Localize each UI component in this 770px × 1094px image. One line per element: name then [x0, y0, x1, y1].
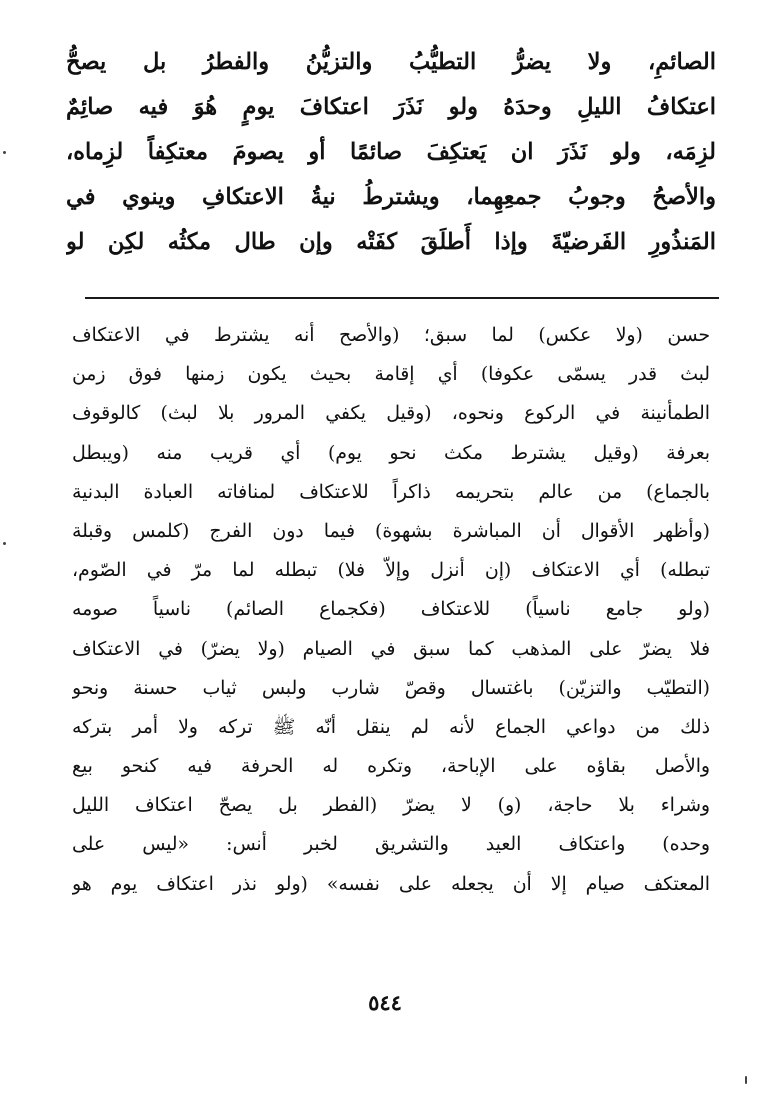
main-text-line: والأصحُ وجوبُ جمعِهِما، ويشترطُ نيةُ الاعتكافِ وينوي في — [66, 184, 716, 210]
commentary-line: فلا يضرّ على المذهب كما سبق في الصيام (ولا يضرّ) في الاعتكاف — [72, 638, 710, 660]
commentary-block — [72, 316, 710, 904]
margin-speck — [3, 542, 6, 545]
commentary-line: والأصل بقاؤه على الإباحة، وتكره له الحرفة فيه كنحو بيع — [72, 756, 710, 778]
commentary-line: حسن (ولا عكس) لما سبق؛ (والأصح أنه يشترط في الاعتكاف — [72, 325, 710, 346]
commentary-line: (التطيّب والتزيّن) باغتسال وقصّ شارب ولبس ثياب حسنة ونحو — [72, 677, 710, 699]
main-text-line: المَنذُورِ الفَرضيّةَ وإذا أَطلَقَ كفَتْه وإن طال مكثُه لكِن لو — [66, 229, 716, 255]
commentary-line: (ولو جامع ناسياً) للاعتكاف (فكجماع الصائم) ناسياً صومه — [72, 599, 710, 621]
commentary-line: ذلك من دواعي الجماع لأنه لم ينقل أنّه ﷺ تركه ولا أمر بتركه — [72, 716, 710, 738]
commentary-line: المعتكف صيام إلا أن يجعله على نفسه» (ولو نذر اعتكاف يوم هو — [72, 873, 710, 895]
commentary-line: وحده) واعتكاف العيد والتشريق لخبر أنس: «ليس على — [72, 834, 710, 856]
commentary-line: وشراء بلا حاجة، (و) لا يضرّ (الفطر بل يصحّ اعتكاف الليل — [72, 795, 710, 817]
commentary-line: الطمأنينة في الركوع ونحوه، (وقيل يكفي المرور بلا لبث) كالوقوف — [72, 403, 710, 425]
main-text-line: لزِمَه، ولو نَذَرَ ان يَعتكِفَ صائمًا أو يصومَ معتكِفاً لزِماه، — [66, 139, 716, 165]
main-text-block — [66, 40, 716, 265]
main-text-line: اعتكافُ الليلِ وحدَهُ ولو نَذَرَ اعتكافَ يومٍ هُوَ فيه صائِمٌ — [66, 94, 716, 120]
margin-speck — [745, 1076, 747, 1084]
margin-speck — [3, 151, 6, 154]
commentary-line: بعرفة (وقيل يشترط مكث نحو يوم) أي قريب منه (ويبطل — [72, 442, 710, 464]
commentary-line: تبطله) أي الاعتكاف (إن أنزل وإلاّ فلا) تبطله لما مرّ في الصّوم، — [72, 560, 710, 582]
commentary-line: لبث قدر يسمّى عكوفا) أي إقامة بحيث يكون زمنها فوق زمن — [72, 364, 710, 386]
section-divider — [85, 297, 719, 299]
commentary-line: (وأظهر الأقوال أن المباشرة بشهوة) فيما دون الفرج (كلمس وقبلة — [72, 520, 710, 542]
main-text-line: الصائمِ، ولا يضرُّ التطيُّبُ والتزيُّنُ والفطرُ بل يصحُّ — [66, 49, 716, 75]
commentary-line: بالجماع) من عالم بتحريمه ذاكراً للاعتكاف لمنافاته العبادة البدنية — [72, 481, 710, 503]
page-number: ٥٤٤ — [368, 990, 402, 1015]
